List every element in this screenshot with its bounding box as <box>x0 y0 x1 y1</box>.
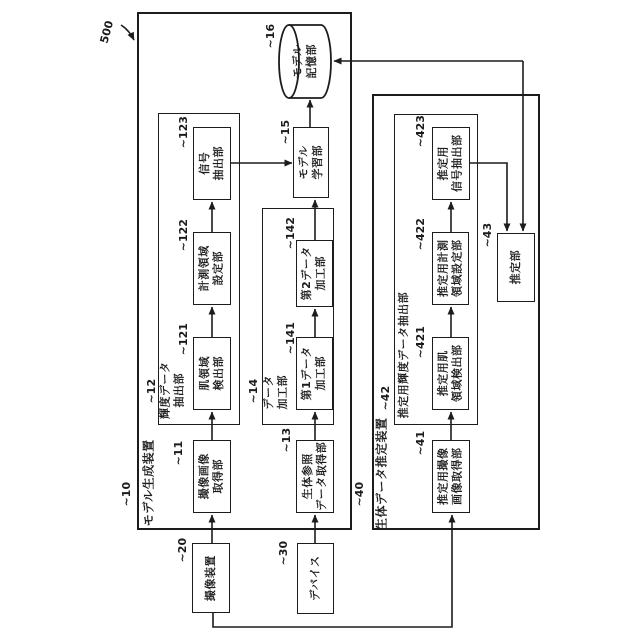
block-model-learning-unit <box>293 127 329 198</box>
block-label: 推定用撮像 画像取得部 <box>436 447 464 506</box>
block-label: モデル 学習部 <box>296 145 324 180</box>
block-label: 推定用肌 領域検出部 <box>436 344 464 403</box>
ref-numeral-text: ~422 <box>413 218 427 251</box>
ref-numeral-text: ~30 <box>276 541 290 566</box>
block-label: 撮像画像 取得部 <box>197 453 225 500</box>
label-text: 生体データ推定装置 <box>374 417 389 531</box>
block-label: 第1データ 加工部 <box>300 346 328 401</box>
block-label: 推定部 <box>508 250 522 285</box>
label-text: モデル 記憶部 <box>290 44 318 79</box>
ref-numeral-text: ~141 <box>283 322 297 355</box>
ref-numeral-text: ~121 <box>176 323 190 356</box>
ref-numeral-text: ~41 <box>413 430 427 456</box>
block-estimation-measurement-region-setting-unit <box>432 232 469 305</box>
block-label: 撮像装置 <box>203 554 217 601</box>
block-imaging-device <box>192 543 230 613</box>
block-skin-region-detection-unit <box>193 337 231 410</box>
ref-numeral-text: ~14 <box>246 378 260 404</box>
ref-numeral-text: ~142 <box>283 216 297 250</box>
block-label: 信号 抽出部 <box>197 146 225 181</box>
block-label: 計測領域 設定部 <box>197 245 225 292</box>
block-label: 生体参照 データ取得部 <box>300 442 328 511</box>
ref-numeral-text: ~13 <box>279 427 293 453</box>
block-label: 推定用 信号抽出部 <box>436 134 464 193</box>
label-text: 推定用輝度データ抽出部 <box>397 291 411 419</box>
block-measurement-region-setting-unit <box>193 232 231 305</box>
ref-numeral-text: 500 <box>97 19 116 45</box>
block-estimation-signal-extraction-unit <box>432 127 470 200</box>
ref-numeral-text: ~421 <box>413 326 427 359</box>
ref-numeral-text: ~11 <box>171 441 185 466</box>
label-text: 輝度データ 抽出部 <box>158 361 186 419</box>
label-text: モデル生成装置 <box>141 439 156 527</box>
block-estimation-skin-region-detection-unit <box>432 337 469 410</box>
ref-numeral-text: ~16 <box>263 23 277 49</box>
block-label: 肌領域 検出部 <box>197 356 225 391</box>
block-estimation-unit <box>497 233 535 302</box>
label-text: データ 加工部 <box>261 375 289 410</box>
ref-numeral-text: ~40 <box>352 482 366 507</box>
block-label: デバイス <box>308 555 322 602</box>
block-second-data-processing-unit <box>296 240 333 307</box>
arrow-500-pointer <box>121 25 134 40</box>
block-device <box>297 543 334 614</box>
ref-numeral-text: ~20 <box>175 538 189 563</box>
ref-numeral-text: ~12 <box>144 378 158 404</box>
ref-numeral-text: ~42 <box>378 385 392 411</box>
block-bio-reference-data-acquisition-unit <box>296 440 334 513</box>
block-estimation-captured-image-acquisition-unit <box>432 440 470 513</box>
block-first-data-processing-unit <box>296 337 333 410</box>
ref-numeral-text: ~123 <box>176 115 190 149</box>
ref-numeral-text: ~10 <box>119 481 133 507</box>
ref-numeral-text: ~15 <box>278 120 292 145</box>
block-label: 推定用計測 領域設定部 <box>436 239 464 298</box>
ref-numeral-text: ~122 <box>176 219 190 252</box>
ref-numeral-text: ~43 <box>480 222 494 248</box>
block-captured-image-acquisition-unit <box>193 440 231 513</box>
block-signal-extraction-unit <box>193 127 231 200</box>
block-label: 第2データ 加工部 <box>300 246 328 301</box>
ref-numeral-text: ~423 <box>413 114 427 148</box>
